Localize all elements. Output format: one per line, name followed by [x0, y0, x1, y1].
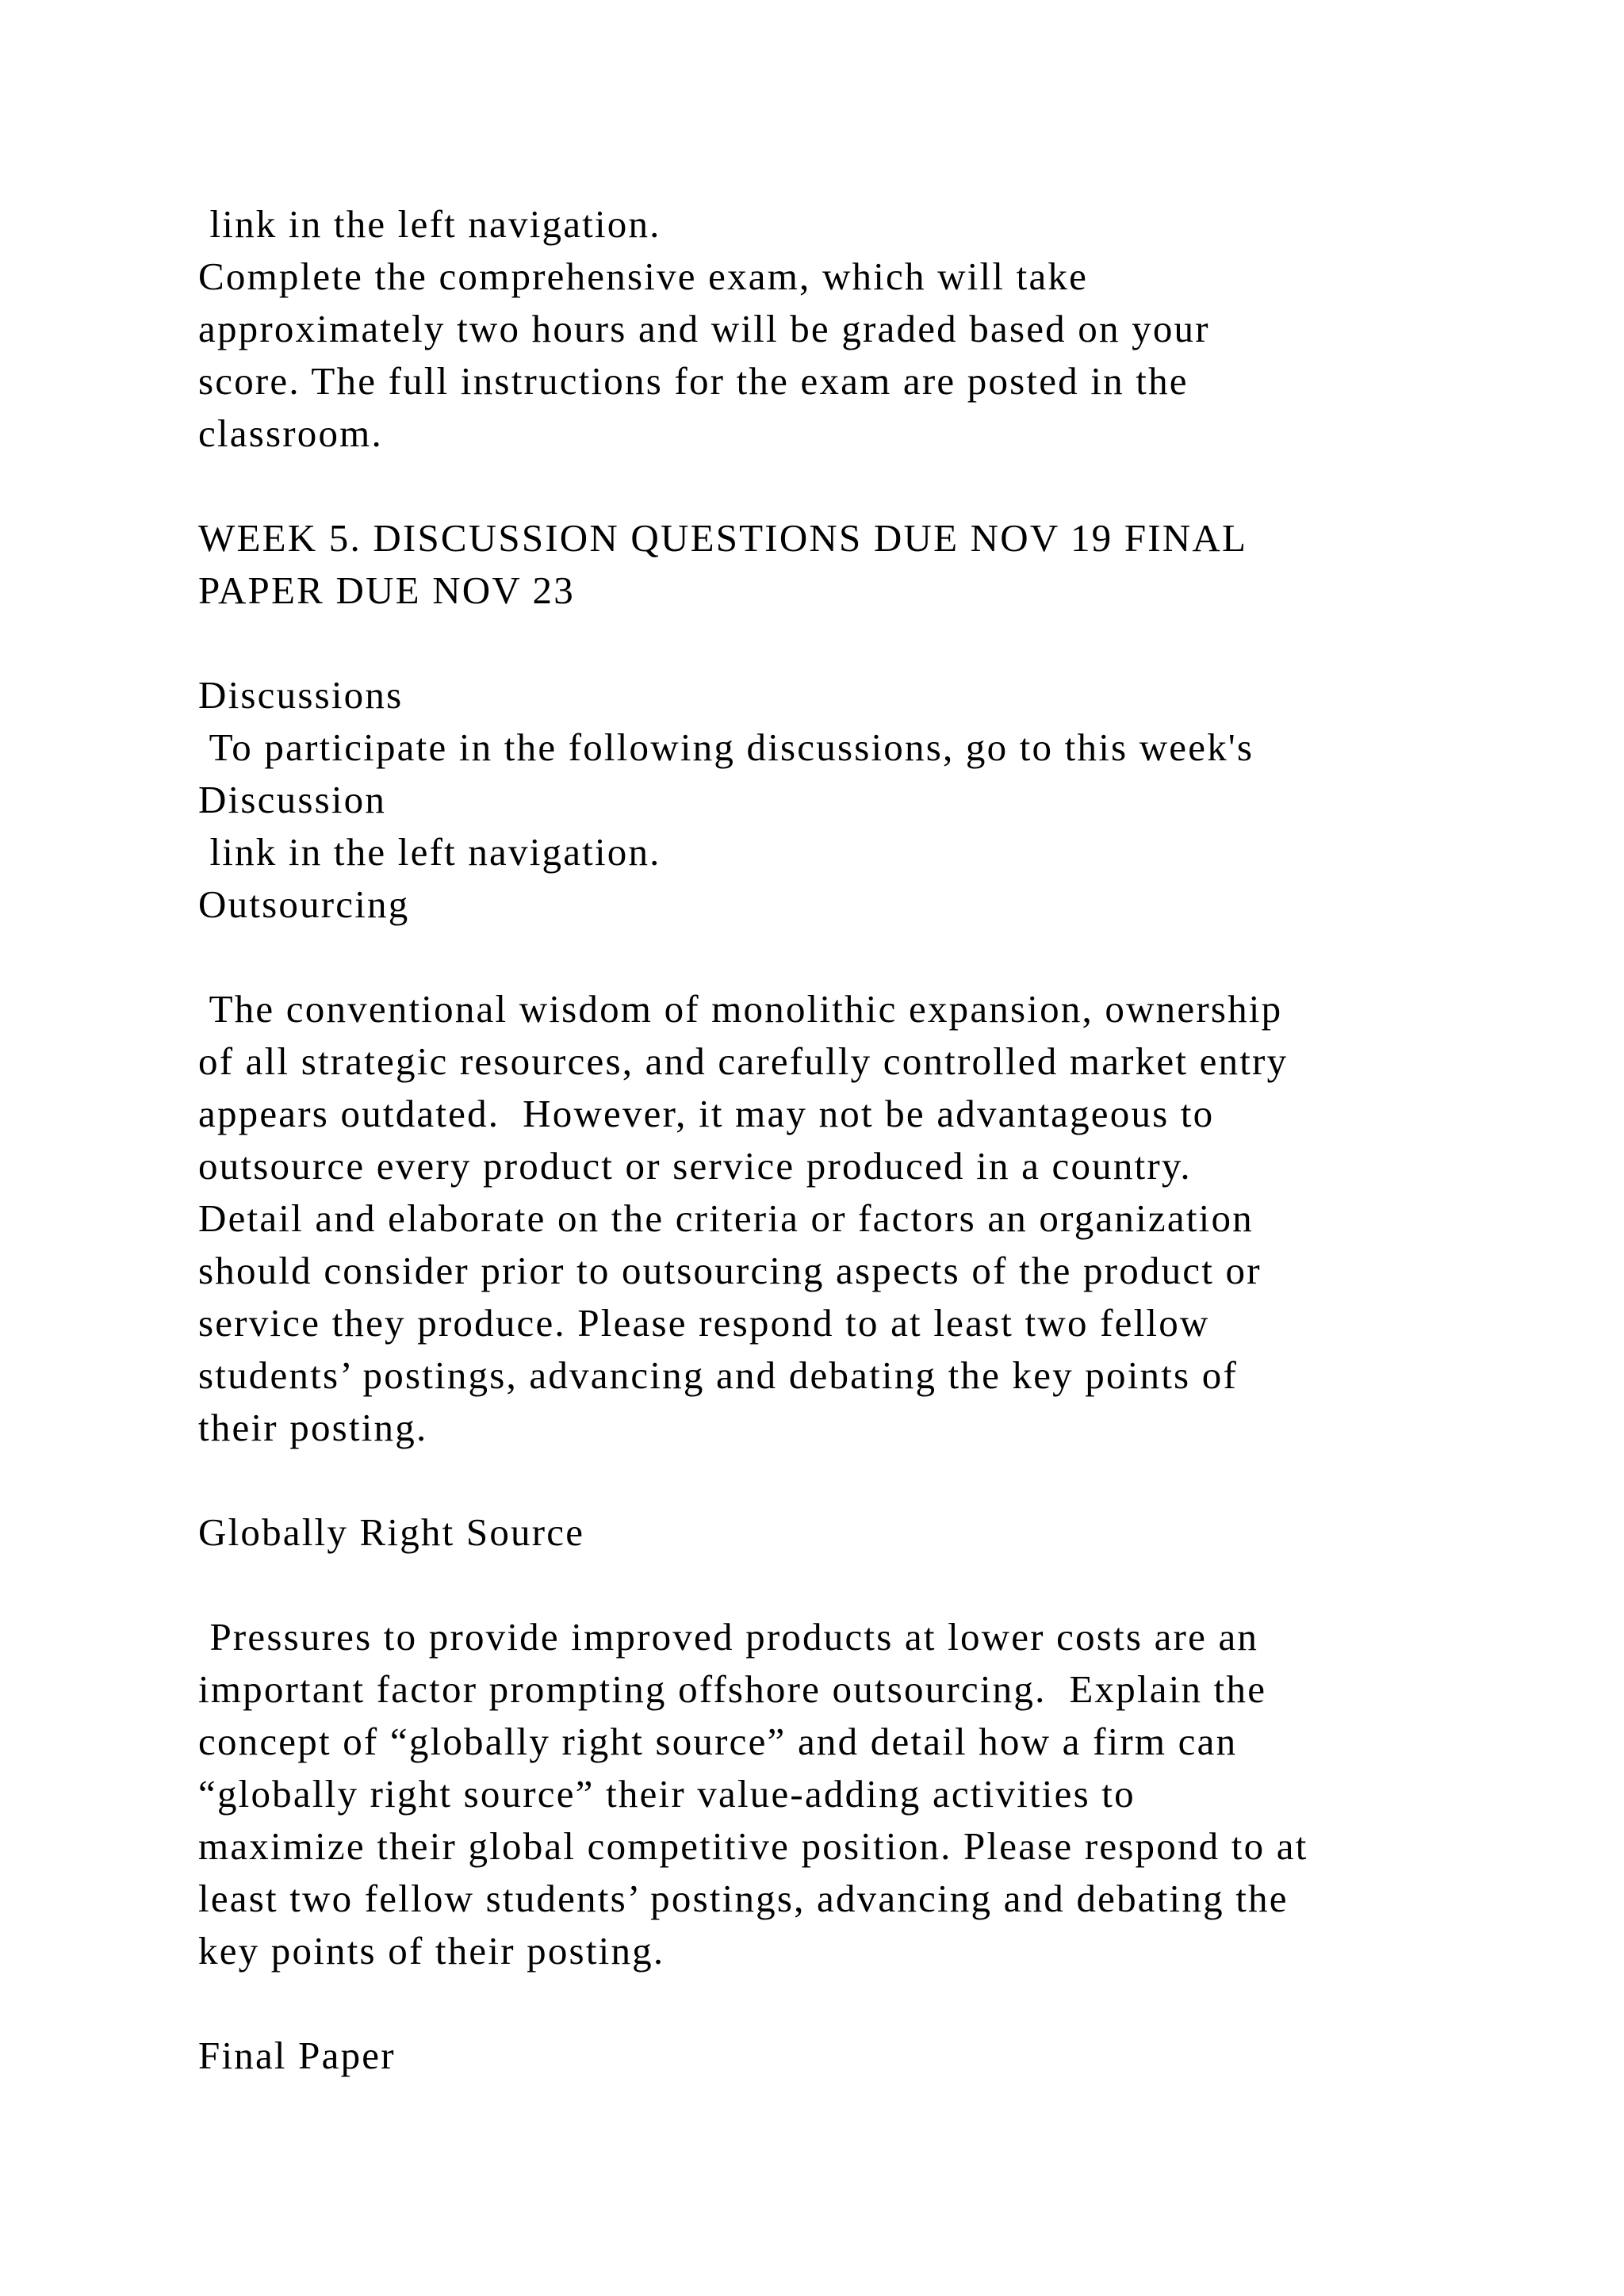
text-line: students’ postings, advancing and debating the key points of	[198, 1353, 1238, 1397]
document-page	[198, 198, 1546, 2082]
subheading-globally-right-source: Globally Right Source	[198, 1510, 585, 1554]
text-line: Pressures to provide improved products at lower costs are an	[198, 1615, 1259, 1659]
text-line: Discussion	[198, 778, 387, 821]
blank-line	[198, 460, 1546, 512]
text-line: least two fellow students’ postings, advancing and debating the	[198, 1877, 1289, 1920]
subheading-discussions: Discussions	[198, 673, 404, 717]
blank-line	[198, 1454, 1546, 1506]
text-line: maximize their global competitive position. Please respond to at	[198, 1824, 1308, 1868]
text-line: score. The full instructions for the exam are posted in the	[198, 359, 1189, 403]
text-line: “globally right source” their value-adding activities to	[198, 1772, 1136, 1816]
text-line: approximately two hours and will be graded based on your	[198, 307, 1210, 350]
text-line: appears outdated. However, it may not be advantageous to	[198, 1092, 1215, 1135]
text-line: key points of their posting.	[198, 1929, 665, 1973]
section-heading: WEEK 5. DISCUSSION QUESTIONS DUE NOV 19 FINAL	[198, 516, 1248, 560]
blank-line	[198, 1977, 1546, 2030]
text-line: Complete the comprehensive exam, which will take	[198, 254, 1089, 298]
section-heading: PAPER DUE NOV 23	[198, 568, 575, 612]
text-line: Detail and elaborate on the criteria or factors an organization	[198, 1196, 1254, 1240]
subheading-final-paper: Final Paper	[198, 2034, 396, 2077]
text-line: link in the left navigation.	[198, 830, 661, 874]
text-line: concept of “globally right source” and detail how a firm can	[198, 1720, 1238, 1763]
text-line: To participate in the following discussions, go to this week's	[198, 725, 1254, 769]
text-line: should consider prior to outsourcing aspects of the product or	[198, 1249, 1262, 1292]
blank-line	[198, 931, 1546, 983]
text-line: their posting.	[198, 1406, 428, 1449]
text-line: classroom.	[198, 411, 383, 455]
text-line: The conventional wisdom of monolithic expansion, ownership	[198, 987, 1283, 1031]
text-line: important factor prompting offshore outsourcing. Explain the	[198, 1667, 1267, 1711]
text-line: of all strategic resources, and carefully controlled market entry	[198, 1039, 1289, 1083]
blank-line	[198, 617, 1546, 669]
subheading-outsourcing: Outsourcing	[198, 882, 410, 926]
text-line: service they produce. Please respond to at least two fellow	[198, 1301, 1210, 1345]
blank-line	[198, 1559, 1546, 1611]
text-line: outsource every product or service produced in a country.	[198, 1144, 1192, 1188]
text-line: link in the left navigation.	[198, 202, 661, 246]
